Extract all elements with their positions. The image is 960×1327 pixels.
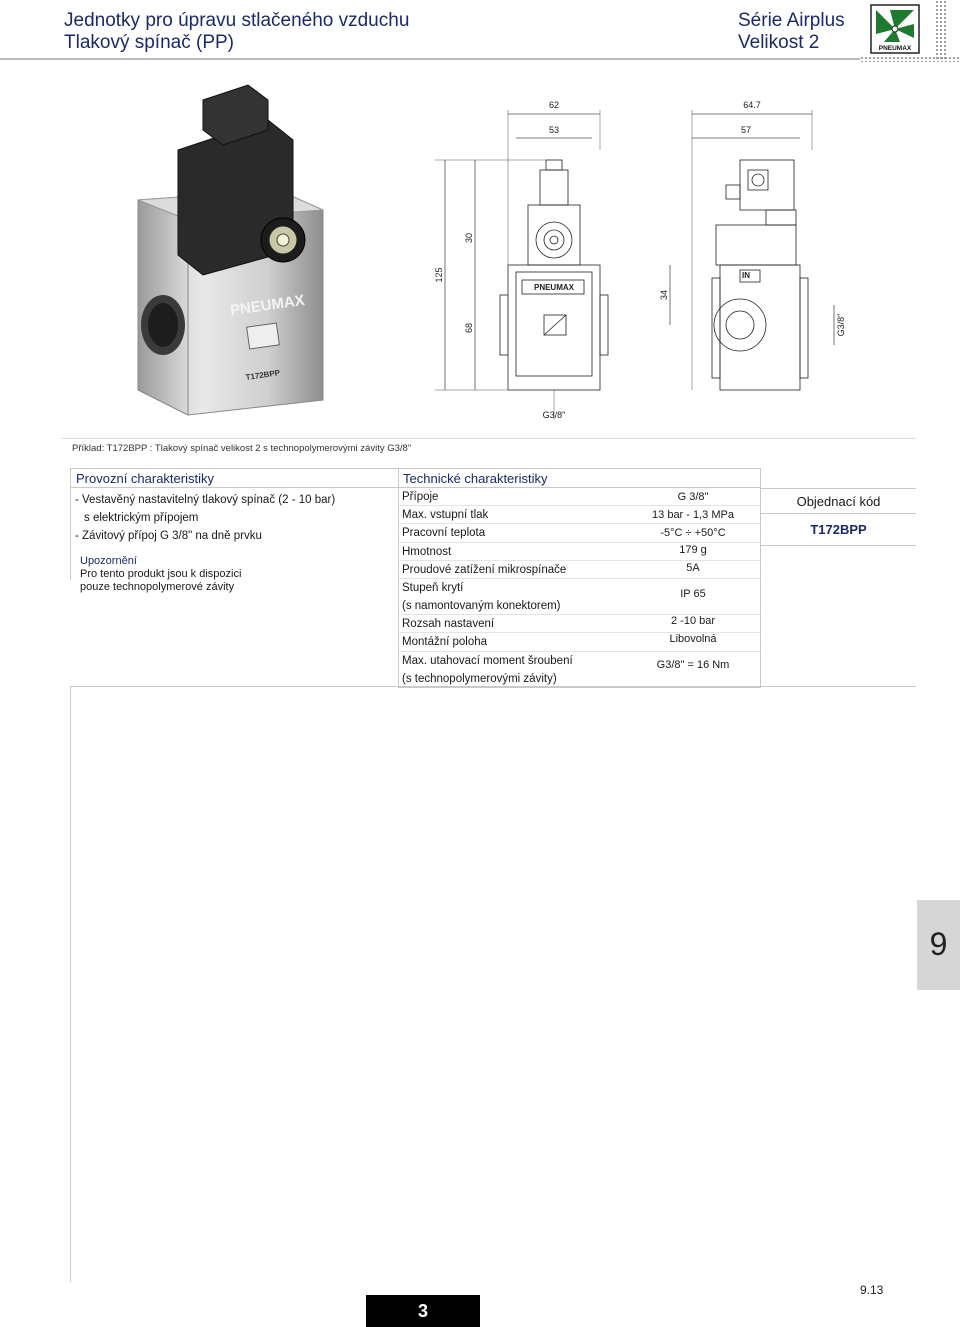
pneumax-logo <box>870 4 920 54</box>
photo-brand-text: PNEUMAX <box>229 291 306 320</box>
separator <box>62 438 916 439</box>
spec-label: Max. utahovací moment šroubení <box>402 655 573 667</box>
header-title-line2: Tlakový spínač (PP) <box>64 32 234 53</box>
technical-section <box>398 468 761 688</box>
frame-left <box>70 686 71 1282</box>
example-caption: Příklad: T172BPP : Tlakový spínač velikost 2 s technopolymerovými závity G3/8" <box>72 443 412 454</box>
order-code-box <box>761 488 916 546</box>
spec-label: Proudové zatížení mikrospínače <box>402 564 567 576</box>
chapter-tab-number: 9 <box>929 926 948 962</box>
header-rule <box>0 58 860 60</box>
dim-53: 53 <box>548 125 560 135</box>
header-series-block <box>738 10 845 54</box>
spec-row <box>398 561 761 579</box>
page-header <box>0 0 960 60</box>
header-title-line1: Jednotky pro úpravu stlačeného vzduchu <box>64 10 410 31</box>
spec-value: G3/8" = 16 Nm <box>656 659 730 671</box>
page-number: 3 <box>366 1295 480 1327</box>
dim-68: 68 <box>464 322 474 334</box>
operating-line: - Závitový přípoj G 3/8" na dně prvku <box>75 530 262 542</box>
spec-label-sub: (s namontovaným konektorem) <box>402 600 561 612</box>
product-photo <box>118 80 348 420</box>
chapter-tab <box>917 900 960 990</box>
operating-line: - Vestavěný nastavitelný tlakový spínač (2 - 10 bar) <box>75 494 336 506</box>
dim-port-side: G3/8" <box>836 313 846 337</box>
spec-row <box>398 633 761 652</box>
warning-line: pouze technopolymerové závity <box>80 581 235 593</box>
svg-text:PNEUMAX: PNEUMAX <box>878 45 912 52</box>
dim-64-7: 64.7 <box>743 100 761 110</box>
dim-125: 125 <box>434 267 444 283</box>
header-dots-vertical <box>935 0 947 60</box>
header-series-line2: Velikost 2 <box>738 32 820 53</box>
dim-34: 34 <box>659 289 669 301</box>
spec-row <box>398 652 761 688</box>
spec-label: Max. vstupní tlak <box>402 509 489 521</box>
spec-value: 179 g <box>679 544 707 556</box>
spec-label: Hmotnost <box>402 546 452 558</box>
dim-port-bottom: G3/8" <box>542 410 566 420</box>
spec-row <box>398 488 761 506</box>
operating-line: s elektrickým přípojem <box>84 512 199 524</box>
header-series-line1: Série Airplus <box>738 10 845 31</box>
technical-drawing <box>420 90 860 430</box>
spec-value: 13 bar - 1,3 MPa <box>652 509 734 521</box>
spec-value: 2 -10 bar <box>670 615 716 627</box>
drawing-brand: PNEUMAX <box>533 283 575 292</box>
operating-section <box>70 468 398 593</box>
header-title-block <box>64 10 409 54</box>
spec-value: Libovolná <box>669 633 717 645</box>
warning-title: Upozornění <box>80 555 137 567</box>
spec-label: Montážní poloha <box>402 636 488 648</box>
technical-title: Technické charakteristiky <box>398 468 761 488</box>
order-code-title: Objednací kód <box>761 488 916 514</box>
page-reference: 9.13 <box>860 1283 884 1297</box>
dim-30: 30 <box>464 232 474 244</box>
drawing-in-label: IN <box>742 271 750 280</box>
spec-label: Pracovní teplota <box>402 527 486 539</box>
operating-title: Provozní charakteristiky <box>70 468 398 488</box>
spec-value: -5°C ÷ +50°C <box>660 527 726 539</box>
dim-62: 62 <box>548 100 560 110</box>
operating-body <box>70 488 398 593</box>
spec-value: 5A <box>686 562 700 574</box>
warning-line: Pro tento produkt jsou k dispozici <box>80 568 242 580</box>
order-code-value: T172BPP <box>761 514 916 546</box>
spec-label: Rozsah nastavení <box>402 618 495 630</box>
spec-row <box>398 579 761 615</box>
photo-model-label: T172BPP <box>245 368 281 382</box>
spec-row <box>398 506 761 524</box>
dim-57: 57 <box>740 125 752 135</box>
spec-label: Stupeň krytí <box>402 582 464 594</box>
spec-value: G 3/8" <box>677 491 709 503</box>
table-bottom-rule <box>70 686 916 687</box>
spec-label-sub: (s technopolymerovými závity) <box>402 673 557 685</box>
spec-label: Přípoje <box>402 491 439 503</box>
spec-value: IP 65 <box>680 588 706 600</box>
